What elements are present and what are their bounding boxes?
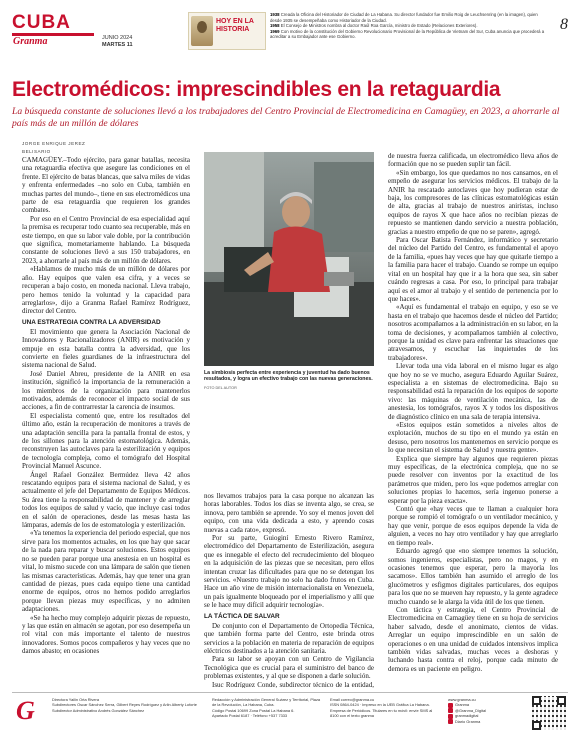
paragraph: Por su parte, Guioginí Ernesto Rivero Ramírez, electromédico del Departamento de Esterilización, asegura que es innegable el efecto del recrudecimiento del bloqueo en la adquisición de las piezas que se necesitan, pero ellos intentan cruzar las dificultades para que no se detengan los servicios. «Nuestro trabajo no solo ha dado frutos en Cuba. Hace un año vine de misión internacionalista en Venezuela, un país igualmente bloqueado por el imperialismo y allí que se le hace muy difícil adquirir tecnología». bbox=[204, 534, 374, 610]
footer bbox=[12, 692, 568, 733]
photo-credit: FOTO DEL AUTOR bbox=[204, 386, 237, 390]
paragraph: «Estos equipos están sometidos a niveles altos de explotación, muchos de su tipo en el mundo ya están en desuso, pero nosotros los mantenemos en servicio porque es lo que necesitan el sistema de Salud y nuestra gente». bbox=[388, 421, 558, 455]
history-item: 1938 Creada la Oficina del Historiador de Ciudad de La Habana. Su director fundador fue Emilio Roig de Leuchsenring (en la imagen), quien desde 1935 se desempeñaba como Historiador de la Ciudad. bbox=[270, 12, 538, 23]
website-link[interactable]: www.granma.cu bbox=[448, 697, 476, 702]
paragraph: Para su labor se apoyan con un Centro de Vigilancia Tecnológica que es crucial para el suministro del banco de problemas existentes, y al que se disponen a darle solución. bbox=[204, 655, 374, 681]
paragraph: nos llevamos trabajos para la casa porque no alcanzan las horas laborables. Todos los días se inventa algo, se crea, se innova, pero también se aprende. Yo soy el menos joven del equipo, con una vida dedicada a esto, y aprendo cosas nuevas a cada rato», expresó. bbox=[204, 492, 374, 534]
author-role: BELISARIO bbox=[22, 149, 51, 154]
paragraph: El especialista comentó que, entre los resultados del último año, están la recuperación de monitores a través de una adaptación sencilla para la pantalla frontal de estos, y de los sillones para la atención estomatológica. Además, reconstruyen las autoclaves para la esterilización y equipos de tecnología compleja, como el tomógrafo del Hospital Provincial Manuel Ascunce. bbox=[22, 411, 190, 471]
article-column-2 bbox=[204, 492, 374, 688]
article-photo bbox=[204, 152, 374, 366]
article-column-1 bbox=[22, 156, 190, 688]
paragraph: Eduardo agregó que «no siempre tenemos la solución, somos ingenieros, especialistas, pero no magos, y en ocasiones tenemos que esperar, pero la mayoría los sacamos». Ellos también han asumido el arreglo de los glucómetros y esfigmos digitales particulares, dos equipos para los que no se mueven hay repuesto, y la gente agradece mucho cuando se le alarga la vida útil de los que tienen. bbox=[388, 547, 558, 606]
history-item: 1958 El Consejo de Ministros nombra al doctor Raúl Roa García, ministro de Estado (Relaciones Exteriores). bbox=[270, 23, 478, 29]
issue-date: JUNIO 2024 bbox=[102, 35, 133, 41]
history-item: 1969 Con motivo de la constitución del Gobierno Revolucionario Provisional de la República de Vietnam del Sur, Cuba anuncia que procederá a acreditar a su Embajador ante ese Gobierno. bbox=[270, 28, 545, 40]
photo-caption: La simbiosis perfecta entre experiencia y juventud ha dado buenos resultados, y logra un efectivo trabajo con las nuevas generaciones. bbox=[204, 370, 373, 383]
paragraph: Ángel Rafael González Bermúdez lleva 42 años rescatando equipos para el sistema nacional de Salud, y es actualmente el jefe del Departamento de Equipos Médicos. Su área tiene la responsabilidad de mantener y de arreglar todos los equipos de salud y vacío, que incluye casi todos en el salón de operaciones, desde las mesas hasta las lámparas, además de los de estomatología y esterilización. bbox=[22, 470, 190, 530]
footer-contact: Email correo@granma.cu ISSN 0864-0424 · Impreso en la UEB Gráfica La Habana. Empresa de Periódicos. Titulares en tu móvil: envíe SMS al 8100 con el texto granma bbox=[330, 697, 433, 718]
history-title: HOY EN LA HISTORIA bbox=[216, 18, 254, 33]
paragraph: Llevar toda una vida laboral en el mismo lugar es algo que hoy no se ve mucho, asegura Eduardo Aguilar Suárez, especialista a en sistemas de electromedicina. Bajo su responsabilidad está la reparación de los equipos de soporte vivo: las máquinas de ventilación mecánica, las de anestesia, los tomógrafos, rayos X y todos los dispositivos de diagnóstico clínico en una sala de terapia intensiva. bbox=[388, 362, 558, 421]
footer-address: Redacción y Administración General Suárez y Territorial, Plaza de la Revolución, La Habana, Cuba. Código Postal 10699 Zona Postal La Habana 6. Apartado Postal 6187 · Teléfono +537 7333 bbox=[212, 697, 321, 718]
paragraph: De conjunto con el Departamento de Ortopedia Técnica, que también forma parte del Centro, este brinda otros servicios a la población en materia de reparación de equipos eléctricos destinados a la atención sanitaria. bbox=[204, 621, 374, 655]
paragraph: de nuestra fuerza calificada, un electromédico lleva años de formación que no se pueden suplir tan fácil. bbox=[388, 152, 558, 169]
history-box bbox=[188, 12, 266, 50]
instagram-icon bbox=[448, 714, 453, 719]
article-headline: Electromédicos: imprescindibles en la retaguardia bbox=[12, 78, 501, 101]
page-number: 8 bbox=[560, 16, 568, 33]
workshop-photo-illustration bbox=[204, 152, 374, 366]
paragraph: Para Oscar Batista Fernández, informático y secretario del núcleo del Partido del Centro, es fundamental el apoyo de la familia, «pues hay veces que hay que quitarle tiempo a la familia para hacer el trabajo. Cuando se rompe un equipo vital en un hospital hay que ir a la hora que sea, sin saber cuándo regresas a casa. Por eso, lo principal para trabajar aquí es el amor al trabajo y el sentido de pertenencia por lo que haces». bbox=[388, 236, 558, 303]
paragraph: Contó que «hay veces que te llaman a cualquier hora porque se rompió el tomógrafo o un ventilador mecánico, y hay que venir, porque de esos equipos depende la vida de alguien, a veces no hay otro ventilador y hay que arreglarlo en tiempo real». bbox=[388, 505, 558, 547]
history-list bbox=[270, 12, 550, 40]
paragraph: «Sin embargo, los que quedamos no nos cansamos, en el empeño de asegurar los servicios médicos. El trabajo de la ANIR ha rescatado autoclaves que hoy pudieran estar de baja, los compresores de las clínicas estomatológicas están de alta, gracias al trabajo de nuestros anirístas, incluso equipos de rayos X que hace años no recibían piezas de repuesto se mantienen dando servicio a nuestra población, gracias a nuestro empeño de que no se paren», agregó. bbox=[388, 168, 558, 236]
section-logo: CUBA bbox=[12, 12, 71, 33]
subheading: LA TÁCTICA DE SALVAR bbox=[204, 612, 280, 620]
masthead bbox=[12, 12, 568, 50]
youtube-icon bbox=[448, 719, 453, 724]
article-column-3 bbox=[388, 152, 558, 688]
paragraph: «Se ha hecho muy complejo adquirir piezas de repuesto, y las que están en almacén se agotan, por eso desempeña un rol vital con más importante el talento de nuestros innovadores. Somos pocos compañeros y hay veces que no damos abasto; en ocasiones bbox=[22, 613, 190, 656]
issue-weekday: MARTES 11 bbox=[102, 42, 133, 48]
paragraph: El movimiento que genera la Asociación Nacional de Innovadores y Racionalizadores (ANIR) es motivación y empuje en esta batalla contra la adversidad, que los convierte en fieles guardianes de la infraestructura del sistema nacional de Salud. bbox=[22, 327, 190, 370]
portrait-image bbox=[191, 16, 213, 46]
footer-social: www.granma.cu Granma @Granma_Digital granmadigital Diario Granma bbox=[448, 697, 524, 724]
paragraph: Isuc Rodríguez Conde, subdirector técnico de la entidad, bbox=[212, 680, 374, 688]
paragraph: José Daniel Abreu, presidente de la ANIR en esa institución, significó la importancia de la remuneración a los miembros de la organización para mantenerlos motivados, además de reconocer el impacto social de sus acciones, a fin de contrarrestar la carencia de insumos. bbox=[22, 369, 190, 412]
paragraph: Explica que siempre hay algunos que requieren piezas muy específicas, de la electrónica compleja, que no se puede resolver con inventos por la exactitud de los parámetros que miden, pero los «que podemos arreglar con soluciones propias lo hacemos, sería ingenuo ponerse a esperar por la pieza exacta». bbox=[388, 454, 558, 505]
byline bbox=[22, 140, 85, 156]
author-name: JORGE ENRIQUE JEREZ bbox=[22, 141, 86, 146]
footer-staff: Directora Yailin Orta Rivera Subdirectores Oscar Sánchez Serra, Gilbert Reyes Rodríguez y Arlin Alberty Loforte Subdirector Administrativo Andrés González Sánchez bbox=[52, 697, 197, 713]
paragraph: Con táctica y estrategia, el Centro Provincial de Electromedicina en Camagüey tiene en su hoja de servicios haber salvado, desde el anonimato, cientos de vidas. Arreglar un equipo imprescindible en un salón de operaciones o en una unidad de cuidados intensivos implica también vidas salvadas, muchas veces a deshoras y luchando hasta contra el reloj, porque cada minuto de demora es un paciente en peligro. bbox=[388, 605, 558, 673]
article-lead: La búsqueda constante de soluciones llevó a los trabajadores del Centro Provincial de Electromedicina en Camagüey, en 2023, a ahorrarle al país más de un millón de dólares bbox=[12, 106, 560, 129]
brand-logo: Granma bbox=[13, 36, 48, 47]
paragraph: «Aquí es fundamental el trabajo en equipo, y eso se ve hasta en el trabajo que hacemos desde el núcleo del Partido; nosotros acompañamos a la administración en su labor, en la toma de decisiones, y acompañamos también al colectivo, porque la unidad es clave para enfrentar las situaciones que atravesamos, y escuchar las inquietudes de los trabajadores». bbox=[388, 303, 558, 362]
paragraph: «Ya tenemos la experiencia del periodo especial, que nos sirve para los momentos actuales, en los que hay que sacar de la nada para reparar y buscar soluciones. Estos equipos no se pueden parar porque una anestesia en un hospital es vital, lo mismo sucede con una lámpara de salón que tienen las mismas características. Además, hay que tener una gran cantidad de piezas, pues cada equipo tiene una cantidad enorme de equipos, otros no hemos podido arreglarlos porque llevan piezas muy específicas, y no admiten adaptaciones. bbox=[22, 529, 190, 614]
paragraph: CAMAGÜEY.–Todo ejército, para ganar batallas, necesita una retaguardia efectiva que asegure las condiciones en el frente. El ejército de batas blancas, que salva miles de vidas y enfrenta enfermedades –no solo en Cuba, también en muchas partes del mundo–, tiene en sus electromédicos una parte de esa retaguardia que requieren los grandes combates. bbox=[22, 156, 190, 215]
granma-g-logo-icon: G bbox=[16, 696, 35, 725]
paragraph: «Hablamos de mucho más de un millón de dólares por año. Hay equipos que valen esa cifra, y a veces se recuperan a bajo costo, en moneda nacional. Lleva trabajo, pero hemos tenido la voluntad y la capacidad para arreglarlos», dijo a Granma Rafael Ramírez Rodríguez, director del Centro. bbox=[22, 265, 190, 316]
paragraph: Por eso en el Centro Provincial de esa especialidad aquí la premisa es recuperar todo cuanto sea recuperable, más en este tiempo, en que su labor vale doble, por la contribución que significa, mometariamente hablando. La búsqueda constante de soluciones llevó a sus 150 trabajadores, en 2023, a ahorrarle al país más de un millón de dólares. bbox=[22, 214, 190, 265]
qr-code-icon bbox=[532, 696, 566, 730]
subheading: UNA ESTRATEGIA CONTRA LA ADVERSIDAD bbox=[22, 318, 161, 326]
